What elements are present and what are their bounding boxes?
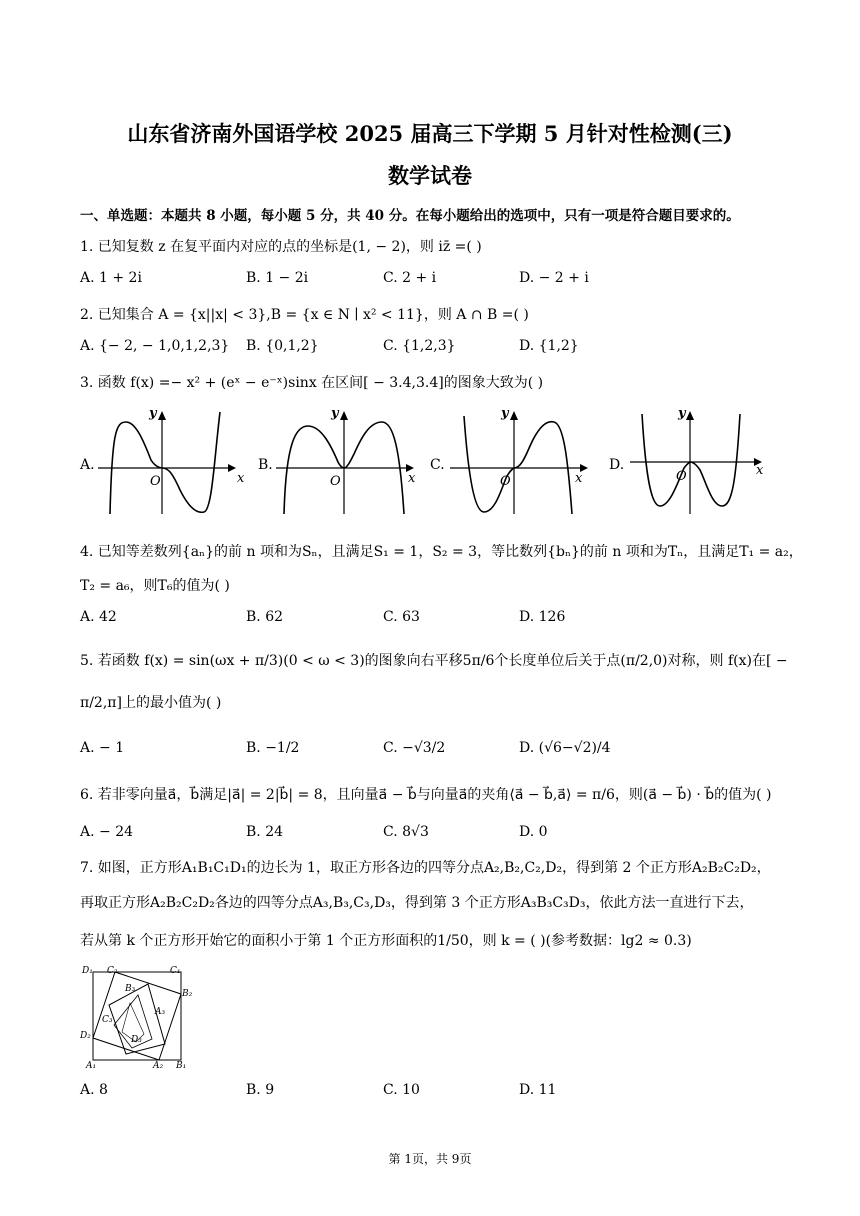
- label-a3: A₃: [155, 1007, 166, 1017]
- graph-a: [96, 402, 246, 517]
- q5-option-b: B. −1/2: [246, 740, 300, 756]
- label-d2: D₂: [80, 1031, 91, 1041]
- graph-c-origin-label: O: [500, 474, 511, 489]
- q2-option-a: A. {− 2, − 1,0,1,2,3}: [80, 338, 230, 354]
- q4-option-a: A. 42: [80, 609, 117, 625]
- label-a1: A₁: [86, 1061, 97, 1071]
- q7-option-b: B. 9: [246, 1082, 275, 1098]
- label-b1: B₁: [176, 1061, 187, 1071]
- label-d1: D₁: [82, 966, 93, 976]
- graph-c-x-label: x: [575, 471, 583, 486]
- question-1: 1. 已知复数 z 在复平面内对应的点的坐标是(1, − 2)，则 iz̄ =( ): [80, 239, 482, 255]
- q7-option-d: D. 11: [519, 1082, 557, 1098]
- question-5-line-2: π/2,π]上的最小值为( ): [80, 695, 222, 711]
- q5-option-d: D. (√6−√2)/4: [519, 740, 611, 756]
- graph-c: [448, 402, 598, 517]
- section-heading: 一、单选题：本题共 8 小题，每小题 5 分，共 40 分。在每小题给出的选项中，只有一项是符合题目要求的。: [80, 208, 740, 224]
- graph-b-y-label: y: [331, 406, 339, 421]
- question-6: 6. 若非零向量a⃗，b⃗满足|a⃗| = 2|b⃗| = 8，且向量a⃗ − b⃗与向量a⃗的夹角⟨a⃗ − b⃗,a⃗⟩ = π/6，则(a⃗ − b⃗) · b⃗的值为( ): [80, 787, 772, 803]
- question-7-line-3: 若从第 k 个正方形开始它的面积小于第 1 个正方形面积的1/50，则 k = ( )(参考数据：lg2 ≈ 0.3): [80, 933, 692, 949]
- graph-a-x-label: x: [237, 471, 245, 486]
- q6-option-a: A. − 24: [80, 824, 134, 840]
- q7-option-a: A. 8: [80, 1082, 108, 1098]
- q3-option-d: D.: [609, 457, 625, 473]
- graph-c-y-label: y: [501, 406, 509, 421]
- label-d3: D₃: [131, 1035, 142, 1045]
- page-title: 山东省济南外国语学校 2025 届高三下学期 5 月针对性检测(三): [127, 121, 733, 146]
- q4-option-c: C. 63: [383, 609, 420, 625]
- question-3: 3. 函数 f(x) =− x² + (eˣ − e⁻ˣ)sinx 在区间[ − 3.4,3.4]的图象大致为( ): [80, 375, 544, 391]
- q2-option-d: D. {1,2}: [519, 338, 579, 354]
- q6-option-b: B. 24: [246, 824, 284, 840]
- q1-option-b: B. 1 − 2i: [246, 270, 309, 286]
- q2-option-c: C. {1,2,3}: [383, 338, 456, 354]
- question-5-line-1: 5. 若函数 f(x) = sin(ωx + π/3)(0 < ω < 3)的图象向右平移5π/6个长度单位后关于点(π/2,0)对称，则 f(x)在[ −: [80, 653, 788, 669]
- label-b3: B₃: [125, 984, 136, 994]
- q6-option-c: C. 8√3: [383, 824, 429, 840]
- q3-option-a: A.: [80, 457, 95, 473]
- q1-option-d: D. − 2 + i: [519, 270, 589, 286]
- question-2: 2. 已知集合 A = {x||x| < 3},B = {x ∈ N ∣ x² < 11}，则 A ∩ B =( ): [80, 307, 529, 323]
- nested-squares-figure: [78, 962, 198, 1072]
- graph-d-y-label: y: [678, 406, 686, 421]
- graph-b-origin-label: O: [330, 474, 341, 489]
- graph-a-y-label: y: [149, 406, 157, 421]
- graph-b: [274, 402, 424, 517]
- label-a2: A₂: [153, 1061, 164, 1071]
- page-subtitle: 数学试卷: [388, 163, 472, 188]
- question-7-line-1: 7. 如图，正方形A₁B₁C₁D₁的边长为 1，取正方形各边的四等分点A₂,B₂,C₂,D₂，得到第 2 个正方形A₂B₂C₂D₂，: [80, 860, 771, 876]
- q3-option-c: C.: [430, 457, 445, 473]
- graph-d: [628, 402, 778, 517]
- graph-a-origin-label: O: [150, 474, 161, 489]
- q1-option-c: C. 2 + i: [383, 270, 437, 286]
- label-c2: C₂: [107, 966, 118, 976]
- q2-option-b: B. {0,1,2}: [246, 338, 319, 354]
- q7-option-c: C. 10: [383, 1082, 420, 1098]
- q4-option-d: D. 126: [519, 609, 566, 625]
- label-c3: C₃: [102, 1015, 113, 1025]
- graph-b-x-label: x: [408, 471, 416, 486]
- label-b2: B₂: [182, 989, 193, 999]
- graph-d-origin-label: O: [676, 469, 687, 484]
- page-footer: 第 1页，共 9页: [388, 1152, 472, 1166]
- graph-d-x-label: x: [756, 463, 764, 478]
- q5-option-a: A. − 1: [80, 740, 125, 756]
- q4-option-b: B. 62: [246, 609, 284, 625]
- q3-option-b: B.: [258, 457, 273, 473]
- q6-option-d: D. 0: [519, 824, 548, 840]
- label-c1: C₁: [170, 966, 181, 976]
- question-4-line-2: T₂ = a₆，则T₆的值为( ): [80, 578, 230, 594]
- question-7-line-2: 再取正方形A₂B₂C₂D₂各边的四等分点A₃,B₃,C₃,D₃，得到第 3 个正方形A₃B₃C₃D₃，依此方法一直进行下去，: [80, 895, 754, 911]
- q5-option-c: C. −√3/2: [383, 740, 446, 756]
- question-4-line-1: 4. 已知等差数列{aₙ}的前 n 项和为Sₙ，且满足S₁ = 1，S₂ = 3，等比数列{bₙ}的前 n 项和为Tₙ，且满足T₁ = a₂，: [80, 544, 803, 560]
- q1-option-a: A. 1 + 2i: [80, 270, 142, 286]
